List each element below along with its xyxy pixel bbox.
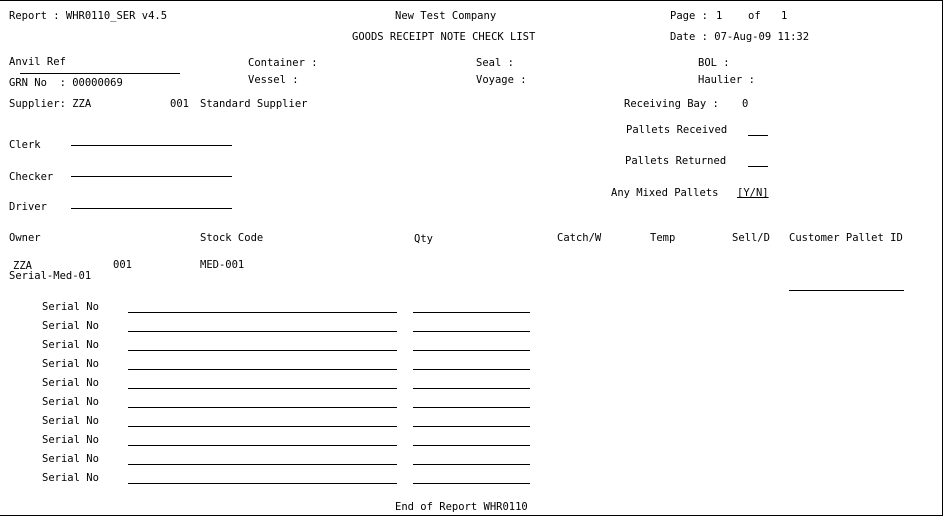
serial-no-line [128, 445, 397, 446]
receiving-bay-label: Receiving Bay : [624, 98, 719, 110]
serial-no-label: Serial No [42, 358, 99, 370]
serial-no-line [128, 426, 397, 427]
driver-signature-line [71, 208, 232, 209]
grn-number: GRN No : 00000069 [9, 77, 123, 89]
container-label: Container : [248, 57, 318, 69]
report-footer: End of Report WHR0110 [395, 501, 528, 513]
report-id: Report : WHR0110_SER v4.5 [9, 10, 168, 22]
col-owner: Owner [9, 232, 41, 244]
col-sell-date: Sell/D [732, 232, 770, 244]
vessel-label: Vessel : [248, 74, 299, 86]
serial-no-line [128, 312, 397, 313]
serial-no-label: Serial No [42, 339, 99, 351]
item-owner: ZZA [13, 260, 32, 272]
mixed-pallets-options: [Y/N] [737, 187, 769, 199]
pallets-received-line [748, 135, 768, 136]
page-label: Page : [670, 10, 708, 22]
company-name: New Test Company [395, 10, 497, 22]
serial-no-line [128, 464, 397, 465]
report-date: Date : 07-Aug-09 11:32 [670, 31, 810, 43]
voyage-label: Voyage : [476, 74, 527, 86]
serial-no-line [128, 331, 397, 332]
receiving-bay-value: 0 [742, 98, 749, 110]
col-stock-code: Stock Code [200, 232, 264, 244]
serial-no-line [128, 483, 397, 484]
serial-qty-line [413, 312, 530, 313]
bol-label: BOL : [698, 57, 730, 69]
serial-qty-line [413, 388, 530, 389]
col-customer-pallet-id: Customer Pallet ID [789, 232, 903, 244]
serial-no-label: Serial No [42, 415, 99, 427]
seal-label: Seal : [476, 57, 514, 69]
item-owner-code: 001 [113, 259, 132, 271]
serial-no-line [128, 407, 397, 408]
clerk-label: Clerk [9, 139, 41, 151]
serial-no-label: Serial No [42, 396, 99, 408]
pallets-returned-label: Pallets Returned [625, 155, 727, 167]
serial-no-line [128, 388, 397, 389]
serial-qty-line [413, 426, 530, 427]
serial-qty-line [413, 483, 530, 484]
serial-no-label: Serial No [42, 301, 99, 313]
serial-no-line [128, 350, 397, 351]
col-temp: Temp [650, 232, 676, 244]
page-number: 1 [716, 10, 723, 22]
supplier-name: Standard Supplier [200, 98, 308, 110]
serial-no-label: Serial No [42, 453, 99, 465]
item-stock-code: MED-001 [200, 259, 245, 271]
checker-label: Checker [9, 171, 54, 183]
serial-qty-line [413, 369, 530, 370]
serial-qty-line [413, 331, 530, 332]
checker-signature-line [71, 176, 232, 177]
supplier-code: 001 [170, 98, 189, 110]
page-of-label: of [748, 10, 761, 22]
serial-no-line [128, 369, 397, 370]
clerk-signature-line [71, 145, 232, 146]
pallets-received-label: Pallets Received [626, 124, 728, 136]
serial-qty-line [413, 464, 530, 465]
serial-qty-line [413, 445, 530, 446]
customer-pallet-id-line [789, 290, 904, 291]
serial-qty-line [413, 350, 530, 351]
pallets-returned-line [748, 166, 768, 167]
anvil-ref-label: Anvil Ref [9, 56, 66, 68]
mixed-pallets-label: Any Mixed Pallets [611, 187, 719, 199]
report-title: GOODS RECEIPT NOTE CHECK LIST [352, 31, 536, 43]
serial-no-label: Serial No [42, 320, 99, 332]
page-total: 1 [781, 10, 788, 22]
anvil-ref-line [20, 73, 180, 74]
col-qty: Qty [414, 233, 433, 245]
driver-label: Driver [9, 201, 47, 213]
serial-qty-line [413, 407, 530, 408]
haulier-label: Haulier : [698, 74, 755, 86]
serial-no-label: Serial No [42, 377, 99, 389]
serial-no-label: Serial No [42, 434, 99, 446]
serial-no-label: Serial No [42, 472, 99, 484]
item-description: Serial-Med-01 [9, 270, 92, 282]
supplier-label: Supplier: ZZA [9, 98, 92, 110]
col-catch-weight: Catch/W [557, 232, 602, 244]
